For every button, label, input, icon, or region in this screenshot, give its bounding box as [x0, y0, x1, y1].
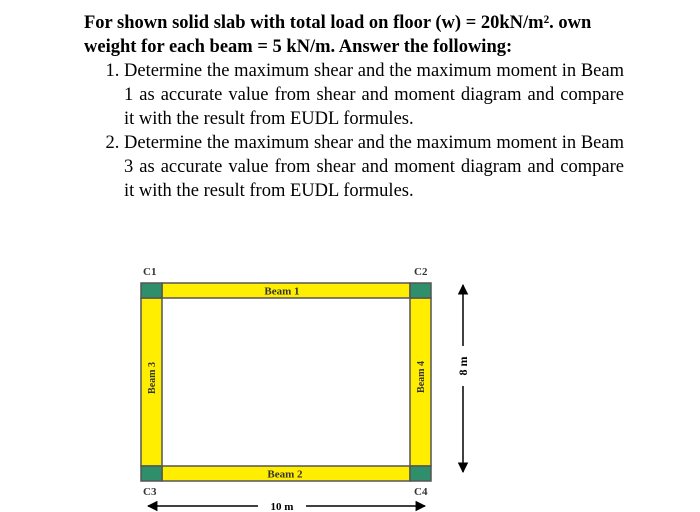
beam-4-label: Beam 4 — [416, 361, 427, 393]
column-c1-shape — [141, 283, 162, 298]
question-item-1: 1. Determine the maximum shear and the maximum moment in Beam 1 as accurate value from shear and moment diagram and compare it with the result from EUDL formules. — [124, 59, 624, 131]
column-c3-shape — [141, 466, 162, 481]
slab-area — [162, 298, 410, 466]
column-c1-label: C1 — [143, 266, 157, 278]
column-c4-shape — [410, 466, 431, 481]
height-dimension-label: 8 m — [456, 356, 470, 376]
beam-3-label: Beam 3 — [147, 362, 158, 394]
column-c3-label: C3 — [143, 486, 157, 498]
column-c2-shape — [410, 283, 431, 298]
question-item-2: 2. Determine the maximum shear and the maximum moment in Beam 3 as accurate value from shear and moment diagram and compare it with the result from EUDL formules. — [124, 131, 624, 203]
width-dimension-label: 10 m — [270, 501, 294, 512]
question-title: For shown solid slab with total load on floor (w) = 20kN/m². own weight for each beam = 5 kN/m. Answer the following: — [84, 13, 592, 57]
beam-2-label: Beam 2 — [267, 468, 303, 481]
column-c4-label: C4 — [414, 486, 428, 498]
beam-1-label: Beam 1 — [264, 285, 300, 298]
column-c2-label: C2 — [414, 266, 428, 278]
